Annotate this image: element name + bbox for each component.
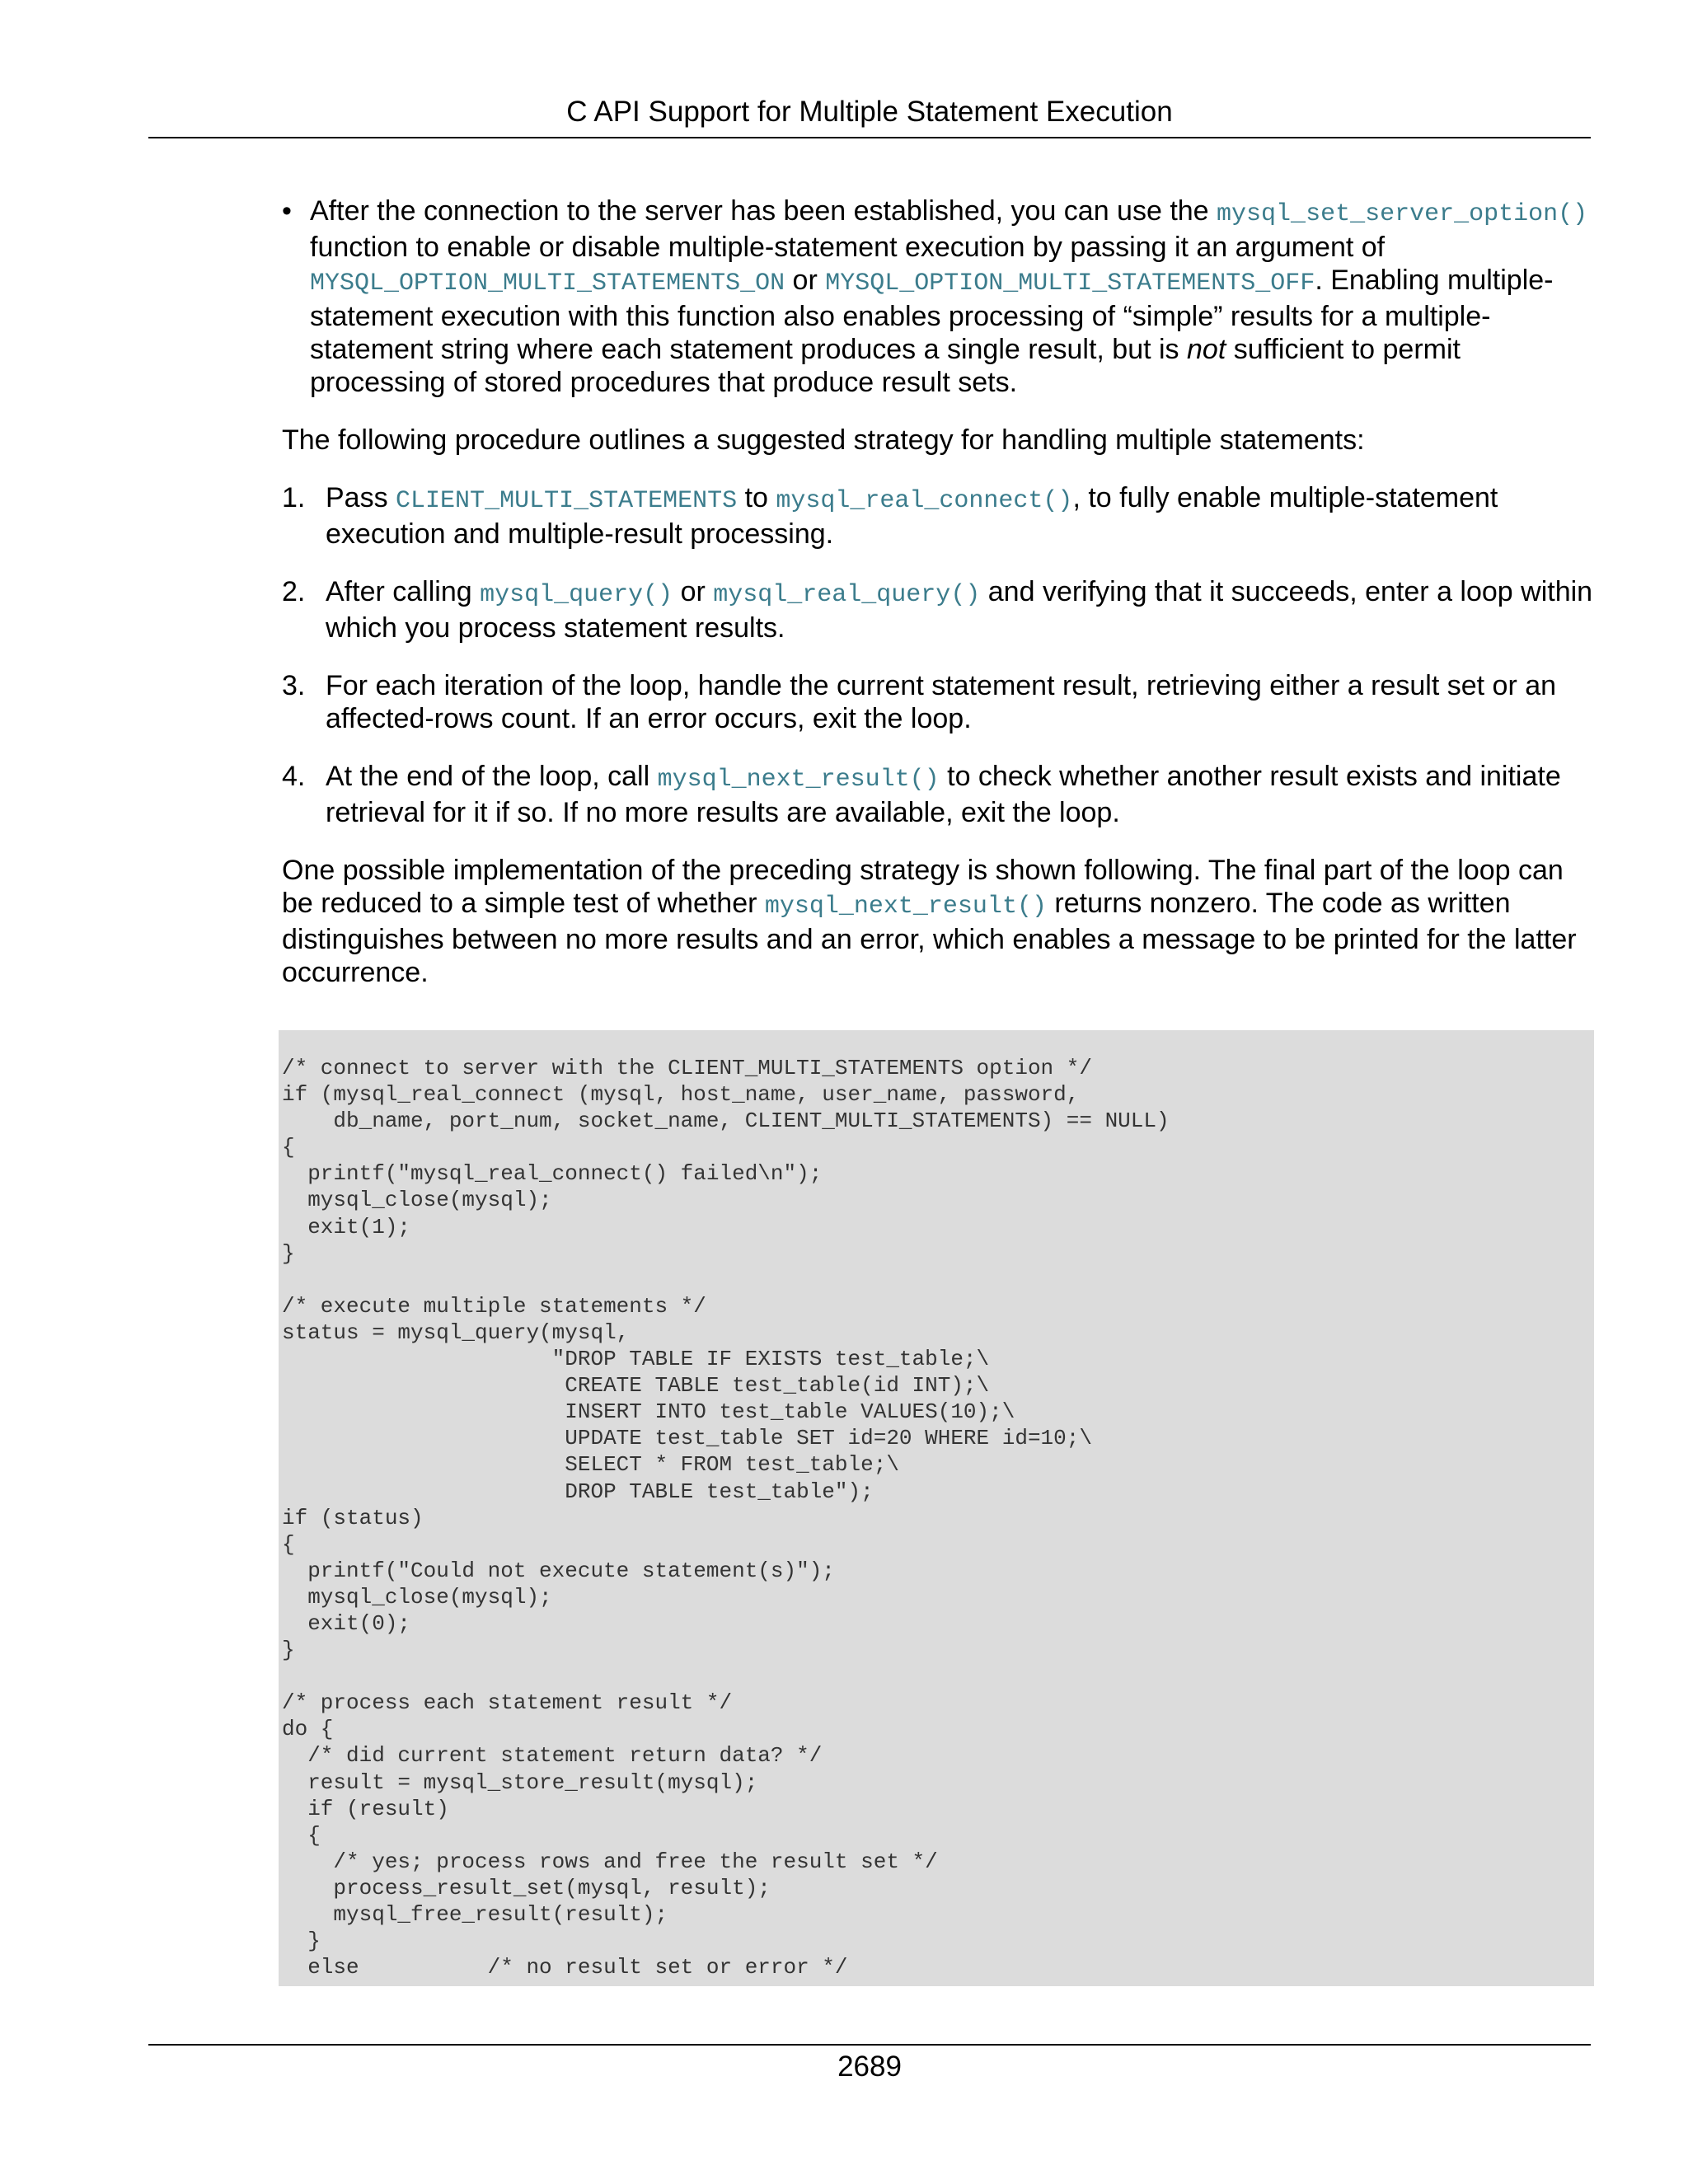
bullet-text: or [785, 265, 826, 296]
list-text: Pass [326, 482, 396, 513]
list-item [282, 575, 1601, 644]
list-item [282, 669, 1601, 735]
list-text: , to fully enable multiple-statement execution and multiple-result processing. [326, 482, 1498, 550]
list-text: to check whether another result exists and initiate retrieval for it if so. If no more results are available, exit the loop. [326, 761, 1561, 828]
list-number: 4. [282, 761, 306, 792]
list-item [282, 481, 1601, 551]
bullet-text: function to enable or disable multiple-statement execution by passing it an argument of [310, 232, 1386, 263]
function-link[interactable]: mysql_next_result() [764, 893, 1047, 921]
list-text: and verifying that it succeeds, enter a loop within which you process statement results. [326, 576, 1593, 644]
footer-divider [148, 2044, 1591, 2046]
function-link[interactable]: mysql_real_query() [713, 581, 981, 609]
page-number: 2689 [837, 2050, 902, 2083]
list-number: 1. [282, 482, 306, 513]
document-body [282, 194, 1601, 1014]
code-listing: /* connect to server with the CLIENT_MULTI_STATEMENTS option */ if (mysql_real_connect (mysql, host_name, user_name, password, db_name, port_num, socket_name, CLIENT_MULTI_STATEMENTS) == NULL) { printf("mysql_real_connect() failed\n"); mysql_close(mysql); exit(1); } /* execute multiple statements */ status = mysql_query(mysql, "DROP TABLE IF EXISTS test_table;\ CREATE TABLE test_table(id INT);\ INSERT INTO test_table VALUES(10);\ UPDATE test_table SET id=20 WHERE id=10;\ SELECT * FROM test_table;\ DROP TABLE test_table"); if (status) { printf("Could not execute statement(s)"); mysql_close(mysql); exit(0); } /* process each statement result */ do { /* did current statement return data? */ result = mysql_store_result(mysql); if (result) { /* yes; process rows and free the result set */ process_result_set(mysql, result); mysql_free_result(result); } else /* no result set or error */ [282, 1056, 1170, 1980]
list-text: For each iteration of the loop, handle the current statement result, retrieving either a result set or an affected-rows count. If an error occurs, exit the loop. [326, 670, 1557, 734]
constant-link[interactable]: MYSQL_OPTION_MULTI_STATEMENTS_OFF [825, 269, 1315, 298]
constant-link[interactable]: MYSQL_OPTION_MULTI_STATEMENTS_ON [310, 269, 785, 298]
list-number: 2. [282, 576, 306, 607]
function-link[interactable]: mysql_real_connect() [776, 487, 1073, 515]
list-text: to [737, 482, 776, 513]
constant-link[interactable]: CLIENT_MULTI_STATEMENTS [396, 487, 738, 515]
list-text: At the end of the loop, call [326, 761, 658, 792]
closing-paragraph [282, 854, 1601, 989]
bullet-text: . Enabling multiple-statement execution with this function also enables processing of “simple” results for a multiple-statement string where each statement produces a single result, but is [310, 265, 1554, 365]
bullet-text: sufficient to permit processing of stored procedures that produce result sets. [310, 334, 1461, 398]
intro-paragraph: The following procedure outlines a suggested strategy for handling multiple statements: [282, 424, 1365, 456]
bullet-text: After the connection to the server has been established, you can use the [310, 195, 1217, 227]
bullet-marker: • [282, 195, 292, 227]
list-item [282, 760, 1601, 829]
list-text: or [673, 576, 714, 607]
page-header-title: C API Support for Multiple Statement Execution [566, 96, 1173, 128]
list-number: 3. [282, 670, 306, 701]
emphasis-text: not [1187, 334, 1226, 365]
header-divider [148, 137, 1591, 138]
list-text: After calling [326, 576, 481, 607]
bullet-item [282, 194, 1601, 399]
function-link[interactable]: mysql_set_server_option() [1217, 200, 1588, 228]
code-block [279, 1030, 1594, 1986]
function-link[interactable]: mysql_next_result() [657, 766, 940, 794]
paragraph-text: returns nonzero. The code as written distinguishes between no more results and an error, which enables a message to be printed for the latter occurrence. [282, 888, 1577, 988]
function-link[interactable]: mysql_query() [480, 581, 673, 609]
paragraph-text: One possible implementation of the preceding strategy is shown following. The final part of the loop can be reduced to a simple test of whether [282, 855, 1564, 919]
